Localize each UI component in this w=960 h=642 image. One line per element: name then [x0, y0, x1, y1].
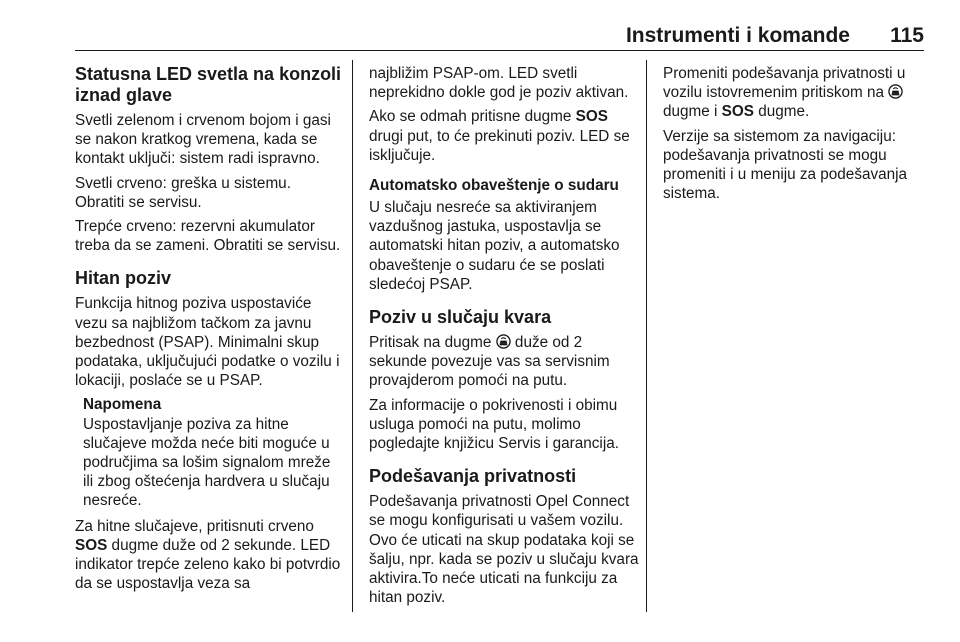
heading-automatsko-obavestenje: Automatsko obaveštenje o sudaru [369, 177, 619, 195]
note-heading: Napomena [83, 396, 162, 414]
heading-statusna-led: Statusna LED svetla na konzoli iznad glave [75, 64, 342, 105]
roadside-assistance-icon [888, 84, 903, 99]
column-divider-2 [646, 60, 647, 612]
paragraph: Ako se odmah pritisne dugme SOS drugi put, to će prekinuti poziv. LED se isključuje. [369, 108, 630, 164]
paragraph: U slučaju nesreće sa aktiviranjem vazdušnog jastuka, uspostavlja se automatski hitan poziv, a automatsko obaveštenje o sudaru će se poslati sledećoj PSAP. [369, 199, 620, 293]
heading-podesavanja-privatnosti: Podešavanja privatnosti [369, 466, 577, 487]
header-title: Instrumenti i komande [625, 24, 850, 47]
paragraph: Podešavanja privatnosti Opel Connect se mogu konfigurisati u vašem vozilu. Ovo će uticati na skup podataka koji se šalju, npr. kada se poziv u slučaju kvara aktivira.To neće uticati na funkciju za hitan poziv. [369, 493, 639, 607]
column-3 [663, 64, 931, 208]
paragraph: Svetli zelenom i crvenom bojom i gasi se nakon kratkog vremena, kada se kontakt uključi: sistem radi ispravno. [75, 112, 331, 168]
page-number: 115 [890, 24, 924, 47]
paragraph: Za informacije o pokrivenosti i obimu usluga pomoći na putu, molimo pogledajte knjižicu Servis i garancija. [369, 396, 619, 453]
column-2 [369, 64, 639, 612]
roadside-assistance-icon [496, 334, 511, 349]
page-header [75, 22, 924, 46]
heading-poziv-kvar: Poziv u slučaju kvara [369, 307, 552, 328]
heading-hitan-poziv: Hitan poziv [75, 268, 172, 289]
paragraph: Pritisak na dugme duže od 2 sekunde povezuje vas sa servisnim provajderom pomoći na putu. [369, 334, 610, 390]
sos-label: SOS [575, 108, 608, 126]
note-box [83, 395, 343, 510]
note-body: Uspostavljanje poziva za hitne slučajeve možda neće biti moguće u područjima sa lošim signalom mreže ili zbog oštećenja hardvera u slučaju nesreće. [83, 415, 331, 510]
paragraph: Za hitne slučajeve, pritisnuti crveno SOS dugme duže od 2 sekunde. LED indikator trepće zeleno kako bi potvrdio da se uspostavlja veza sa [75, 517, 341, 593]
sos-label: SOS [75, 536, 108, 554]
sos-label: SOS [721, 103, 754, 121]
paragraph: Trepće crveno: rezervni akumulator treba da se zameni. Obratiti se servisu. [75, 218, 341, 255]
paragraph: Svetli crveno: greška u sistemu. Obratiti se servisu. [75, 174, 291, 211]
column-divider-1 [352, 60, 353, 612]
paragraph: Verzije sa sistemom za navigaciju: podešavanja privatnosti se mogu promeniti i u meniju za podešavanja sistema. [663, 127, 908, 203]
column-1 [75, 64, 343, 598]
header-rule [75, 50, 924, 51]
paragraph: Promeniti podešavanja privatnosti u vozilu istovremenim pritiskom na dugme i SOS dugme. [663, 65, 906, 121]
paragraph: Funkcija hitnog poziva uspostaviće vezu sa najbližom tačkom za javnu bezbednost (PSAP). Minimalni skup podataka, uključujući podatke o vozilu i lokaciji, poslaće se u PSAP. [75, 295, 340, 390]
paragraph: najbližim PSAP-om. LED svetli neprekidno dokle god je poziv aktivan. [369, 65, 629, 102]
